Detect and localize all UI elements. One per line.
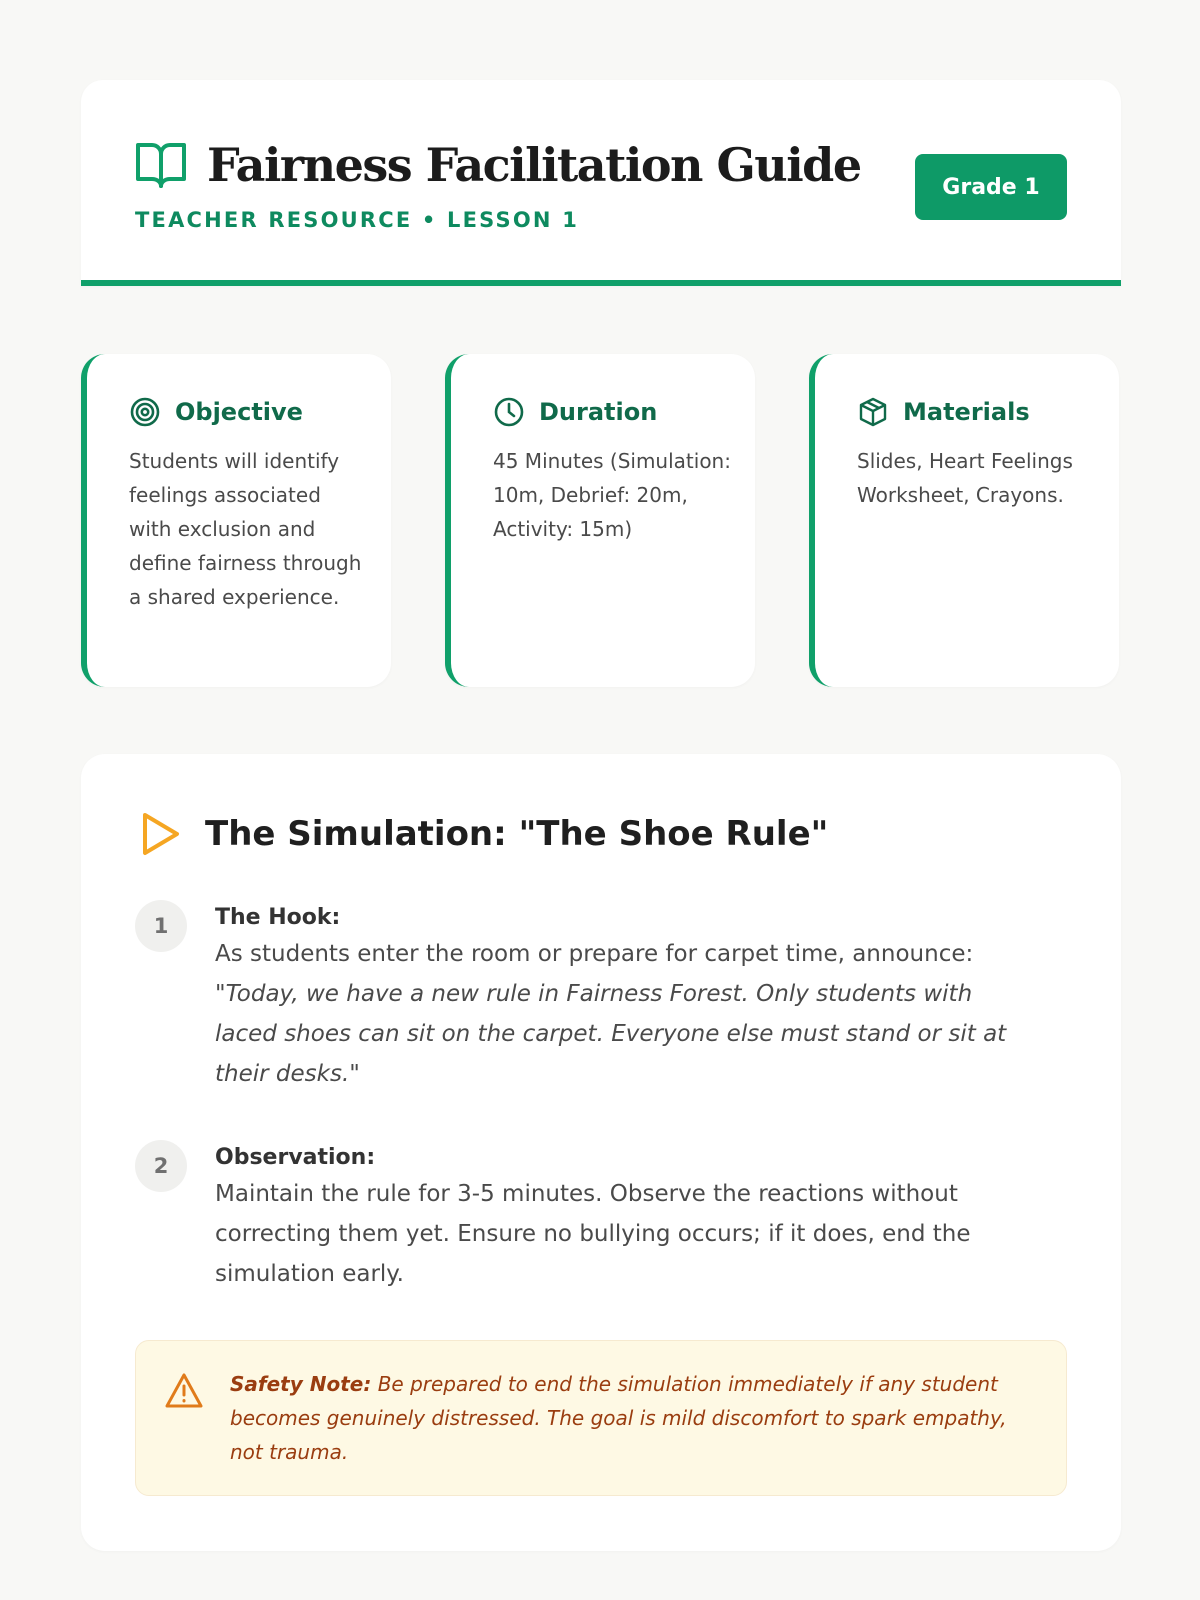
- step-text: Maintain the rule for 3-5 minutes. Observe the reactions without correcting them yet. Ensure no bullying occurs; if it does, end the simulation early.: [215, 1181, 971, 1287]
- simulation-title: The Simulation: "The Shoe Rule": [205, 814, 829, 854]
- step-title: The Hook:: [215, 905, 341, 930]
- step-number: 1: [135, 900, 187, 952]
- step-item: [135, 900, 1025, 1094]
- materials-header: [857, 396, 1030, 428]
- materials-text: Slides, Heart Feelings Worksheet, Crayons.: [857, 449, 1073, 507]
- step-text-main: As students enter the room or prepare for carpet time, announce:: [215, 941, 974, 967]
- objective-text: Students will identify feelings associated with exclusion and define fairness through a shared experience.: [129, 449, 362, 609]
- step-content: [215, 1140, 1025, 1294]
- step-item: [135, 1140, 1025, 1294]
- step-number: 2: [135, 1140, 187, 1192]
- duration-card: [445, 354, 755, 687]
- materials-title: Materials: [903, 398, 1030, 426]
- objective-title: Objective: [175, 398, 303, 426]
- safety-label: Safety Note:: [230, 1372, 372, 1396]
- safety-text: [230, 1367, 1040, 1469]
- grade-badge: Grade 1: [915, 154, 1067, 220]
- materials-card: [809, 354, 1119, 687]
- page-subtitle: TEACHER RESOURCE • LESSON 1: [135, 208, 580, 232]
- simulation-header: [139, 810, 828, 858]
- objective-header: [129, 396, 303, 428]
- duration-text: 45 Minutes (Simulation: 10m, Debrief: 20m, Activity: 15m): [493, 449, 731, 541]
- objective-card: [81, 354, 391, 687]
- step-title: Observation:: [215, 1145, 376, 1170]
- simulation-card: [81, 754, 1121, 1551]
- package-icon: [857, 396, 889, 428]
- target-icon: [129, 396, 161, 428]
- page-title: Fairness Facilitation Guide: [207, 138, 861, 192]
- safety-body: Be prepared to end the simulation immediately if any student becomes genuinely distressed. The goal is mild discomfort to spark empathy, not trauma.: [230, 1372, 1007, 1464]
- step-text: [215, 934, 1025, 1094]
- safety-note: [135, 1340, 1067, 1496]
- book-open-icon: [135, 140, 187, 190]
- play-icon: [139, 810, 183, 858]
- duration-header: [493, 396, 657, 428]
- warning-icon: [164, 1371, 204, 1411]
- duration-title: Duration: [539, 398, 658, 426]
- clock-icon: [493, 396, 525, 428]
- header-card: [81, 80, 1121, 286]
- step-content: [215, 900, 1025, 1094]
- step-quote: "Today, we have a new rule in Fairness Forest. Only students with laced shoes can sit on the carpet. Everyone else must stand or sit at their desks.": [215, 981, 1007, 1087]
- title-row: [135, 138, 861, 192]
